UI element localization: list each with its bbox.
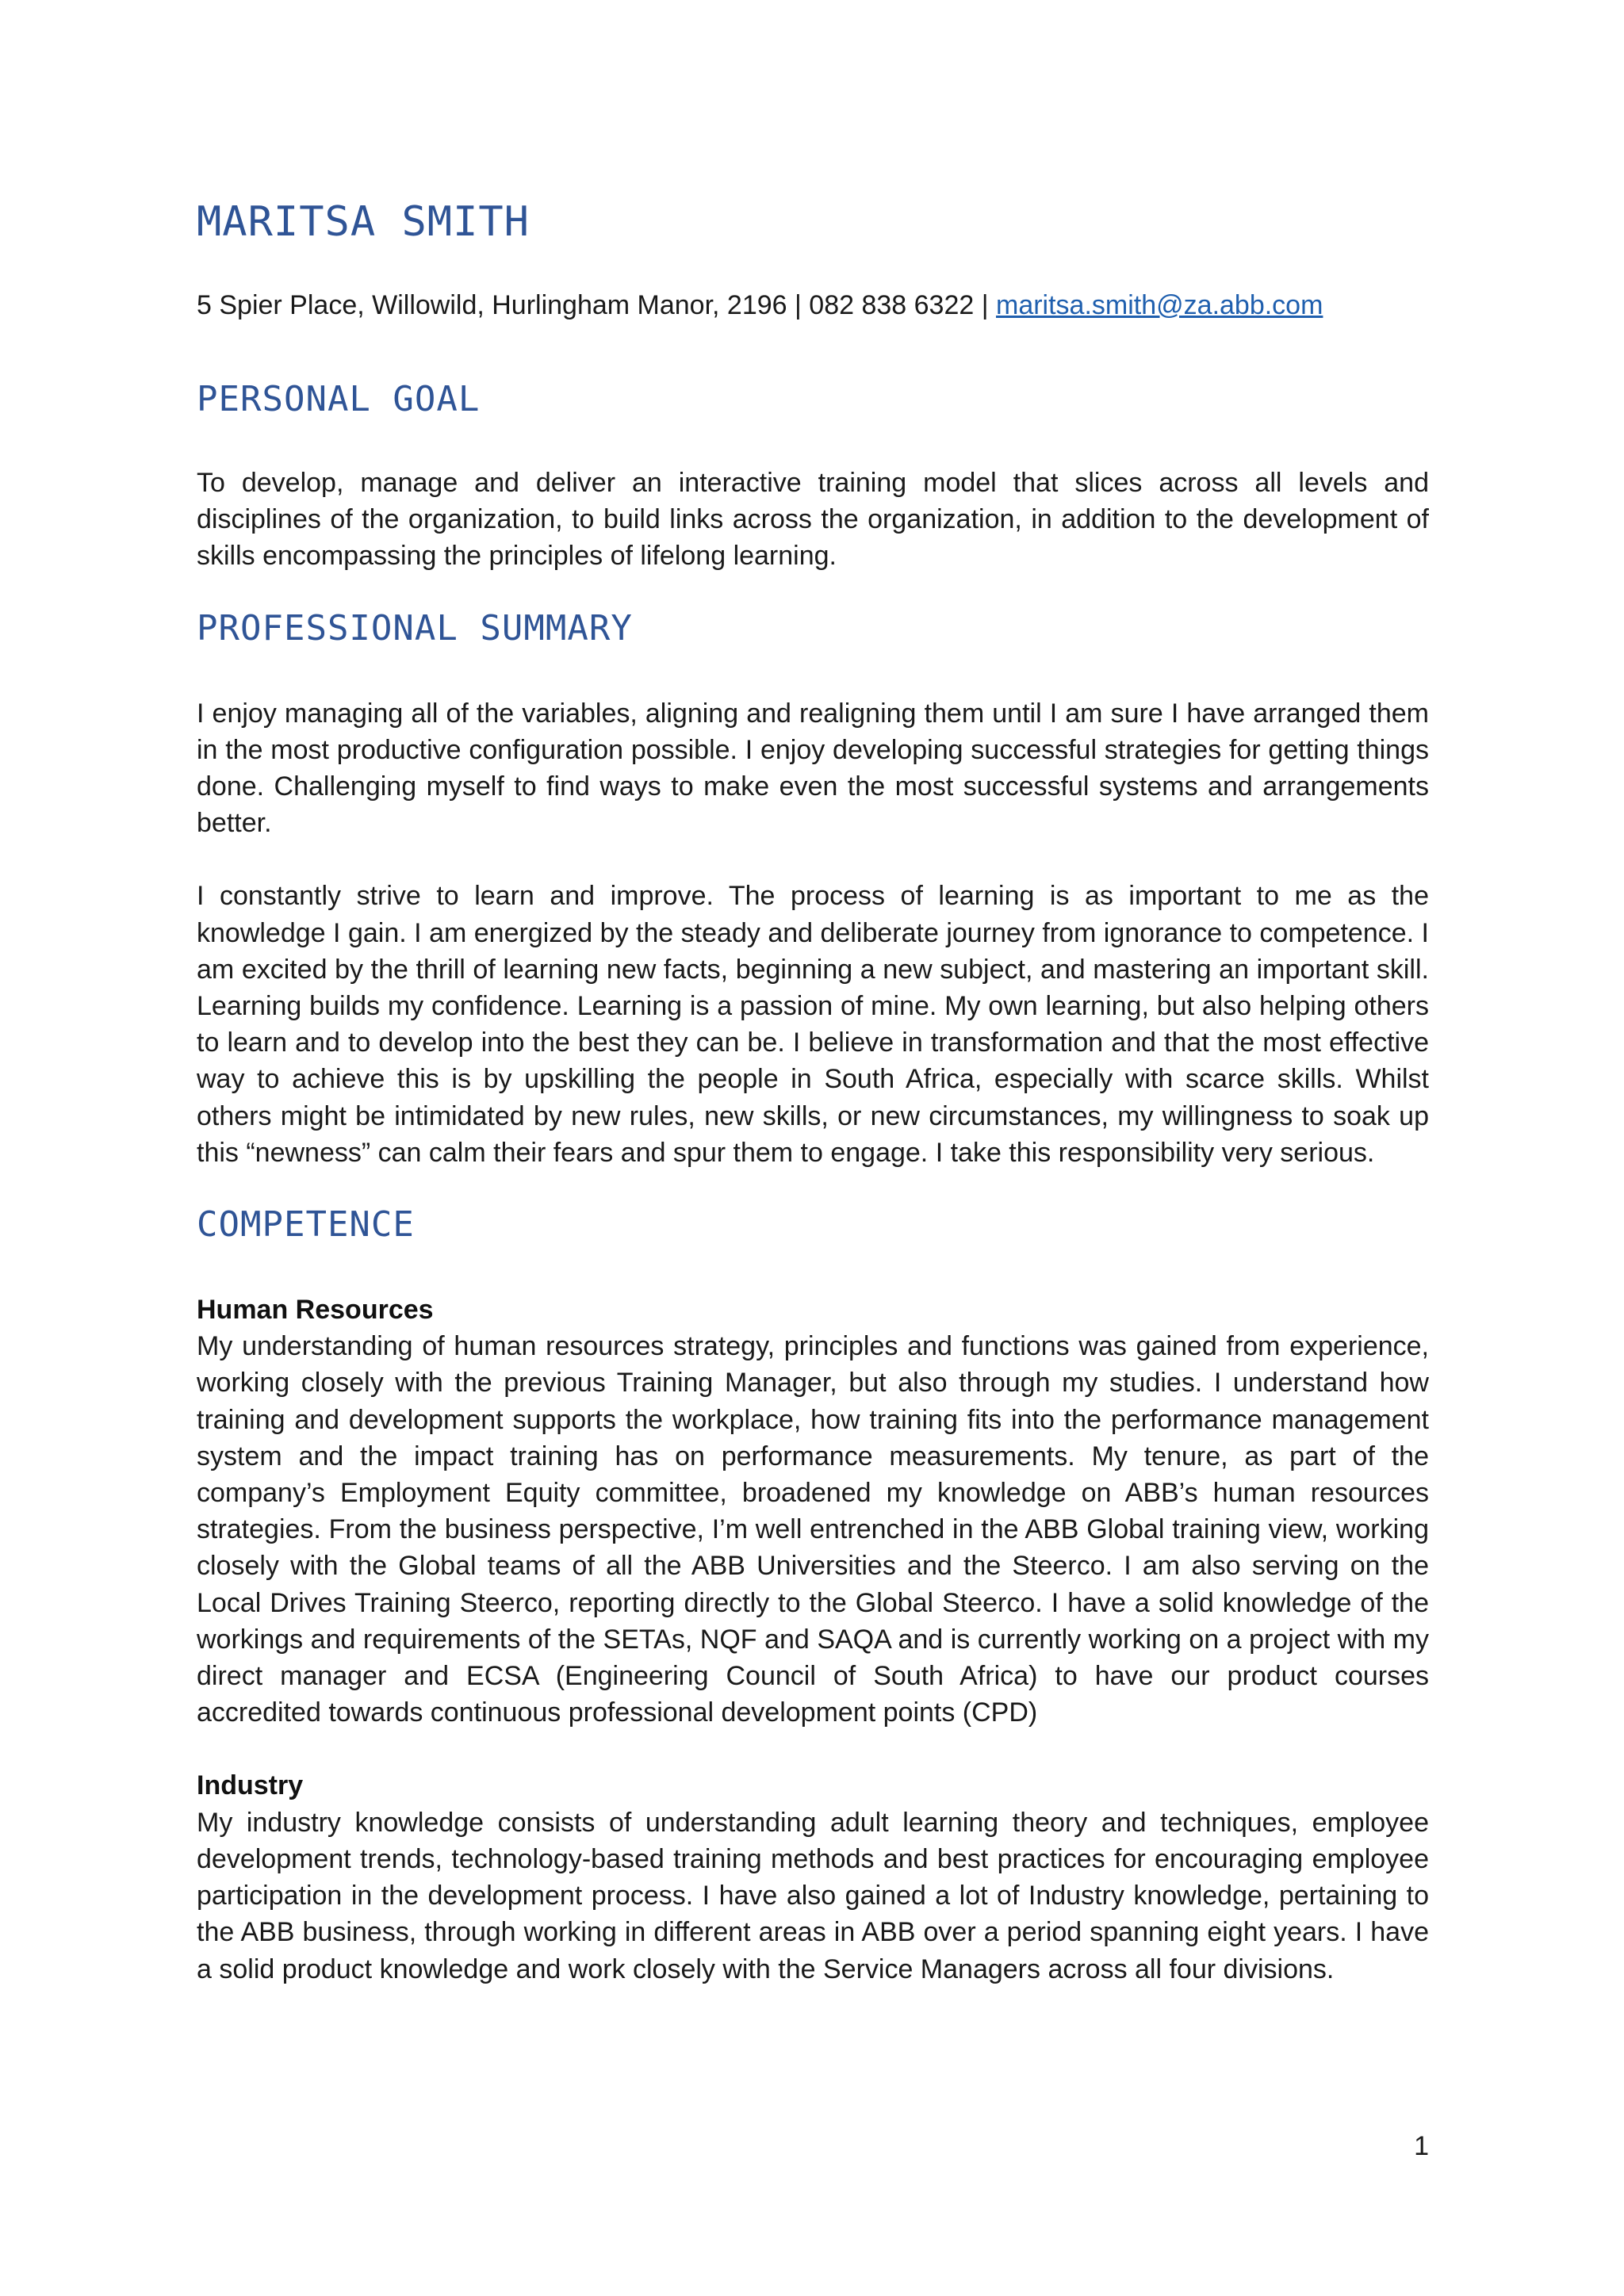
page-number: 1 bbox=[1414, 2131, 1429, 2161]
competence-heading: COMPETENCE bbox=[197, 1204, 415, 1246]
professional-summary-heading: PROFESSIONAL SUMMARY bbox=[197, 607, 633, 649]
candidate-name: MARITSA SMITH bbox=[197, 198, 530, 246]
industry-text: My industry knowledge consists of understanding adult learning theory and techniques, employee development trends, technology-based training methods and best practices for encouraging employee participation in the development process. I have also gained a lot of Industry knowledge, pertaining to the ABB business, through working in different areas in ABB over a period spanning eight years. I have a solid product knowledge and work closely with the Service Managers across all four divisions. bbox=[197, 1807, 1429, 1984]
industry-heading: Industry bbox=[197, 1770, 304, 1801]
contact-address: 5 Spier Place, Willowild, Hurlingham Manor, 2196 | 082 838 6322 | bbox=[197, 290, 996, 320]
human-resources-text: My understanding of human resources strategy, principles and functions was gained from experience, working closely with the previous Training Manager, but also through my studies. I understand how training and development supports the workplace, how training fits into the performance management system and the impact training has on performance measurements. My tenure, as part of the company’s Employment Equity committee, broadened my knowledge on ABB’s human resources strategies. From the business perspective, I’m well entrenched in the ABB Global training view, working closely with the Global teams of all the ABB Universities and the Steerco. I am also serving on the Local Drives Training Steerco, reporting directly to the Global Steerco. I have a solid knowledge of the workings and requirements of the SETAs, NQF and SAQA and is currently working on a project with my direct manager and ECSA (Engineering Council of South Africa) to have our product courses accredited towards continuous professional development points (CPD) bbox=[197, 1331, 1429, 1728]
human-resources-heading: Human Resources bbox=[197, 1295, 434, 1326]
contact-line bbox=[197, 287, 1429, 323]
email-link[interactable]: maritsa.smith@za.abb.com bbox=[996, 290, 1323, 320]
resume-content bbox=[197, 197, 1429, 1988]
professional-summary-paragraph-1: I enjoy managing all of the variables, aligning and realigning them until I am sure I have arranged them in the most productive configuration possible. I enjoy developing successful strategies for getting things done. Challenging myself to find ways to make even the most successful systems and arrangements better. bbox=[197, 698, 1429, 839]
professional-summary-paragraph-2: I constantly strive to learn and improve. The process of learning is as important to me as the knowledge I gain. I am energized by the steady and deliberate journey from ignorance to competence. I am excited by the thrill of learning new facts, beginning a new subject, and mastering an important skill. Learning builds my confidence. Learning is a passion of mine. My own learning, but also helping others to learn and to develop into the best they can be. I believe in transformation and that the most effective way to achieve this is by upskilling the people in South Africa, especially with scarce skills. Whilst others might be intimidated by new rules, new skills, or new circumstances, my willingness to soak up this “newness” can calm their fears and spur them to engage. I take this responsibility very serious. bbox=[197, 881, 1429, 1168]
personal-goal-text: To develop, manage and deliver an interactive training model that slices across all levels and disciplines of the organization, to build links across the organization, in addition to the development of skills encompassing the principles of lifelong learning. bbox=[197, 468, 1429, 572]
personal-goal-heading: PERSONAL GOAL bbox=[197, 379, 481, 419]
